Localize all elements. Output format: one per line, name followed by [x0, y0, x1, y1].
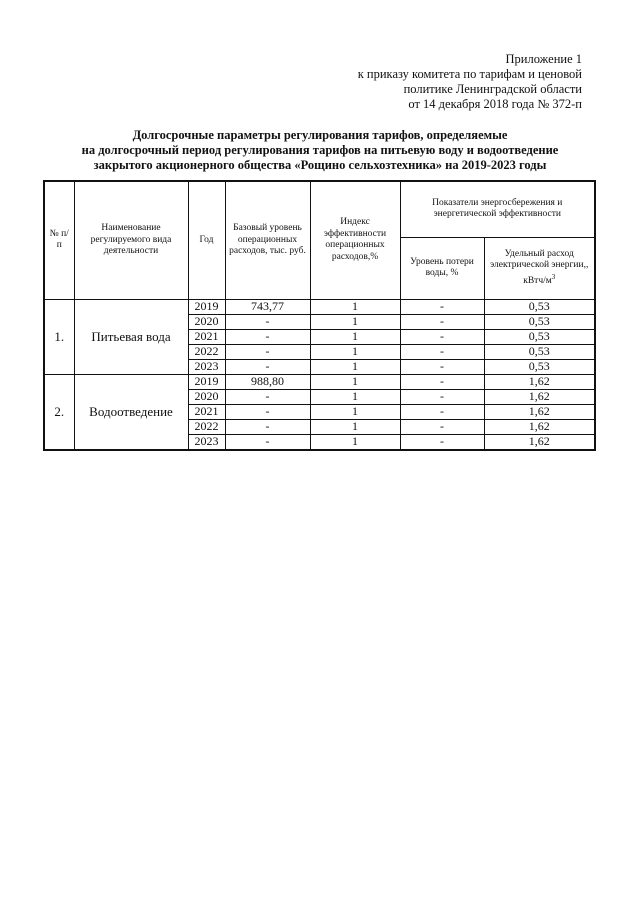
- cell-year: 2022: [188, 344, 225, 359]
- cell-base-level: -: [225, 359, 310, 374]
- cell-water-loss: -: [400, 299, 484, 314]
- cell-specific-consumption: 1,62: [484, 389, 595, 404]
- cell-specific-consumption: 1,62: [484, 404, 595, 419]
- cell-base-level: -: [225, 389, 310, 404]
- header-energy-group: Показатели энергосбережения и энергетической эффективности: [400, 181, 595, 237]
- cell-efficiency-index: 1: [310, 299, 400, 314]
- header-specific-consumption-text: Удельный расход электрической энергии,, кВтч/м: [490, 248, 589, 286]
- appendix-line-3: политике Ленинградской области: [403, 82, 582, 96]
- cell-water-loss: -: [400, 404, 484, 419]
- header-activity: Наименование регулируемого вида деятельности: [74, 181, 188, 299]
- cell-specific-consumption: 0,53: [484, 359, 595, 374]
- cell-year: 2019: [188, 299, 225, 314]
- header-specific-consumption: [484, 237, 595, 299]
- cell-water-loss: -: [400, 389, 484, 404]
- cell-year: 2021: [188, 404, 225, 419]
- cell-base-level: 743,77: [225, 299, 310, 314]
- cell-efficiency-index: 1: [310, 344, 400, 359]
- cell-water-loss: -: [400, 419, 484, 434]
- cell-year: 2021: [188, 329, 225, 344]
- cell-year: 2022: [188, 419, 225, 434]
- cell-efficiency-index: 1: [310, 419, 400, 434]
- cell-base-level: -: [225, 314, 310, 329]
- group-name: Питьевая вода: [74, 299, 188, 374]
- cell-specific-consumption: 1,62: [484, 374, 595, 389]
- tariff-parameters-table: [43, 180, 596, 451]
- header-num: № п/п: [44, 181, 74, 299]
- cell-base-level: -: [225, 419, 310, 434]
- header-year: Год: [188, 181, 225, 299]
- cell-efficiency-index: 1: [310, 359, 400, 374]
- group-num: 1.: [44, 299, 74, 374]
- cell-efficiency-index: 1: [310, 314, 400, 329]
- table-row: [44, 299, 595, 314]
- cell-water-loss: -: [400, 434, 484, 450]
- cell-specific-consumption: 0,53: [484, 329, 595, 344]
- table-body: [44, 299, 595, 450]
- group-name: Водоотведение: [74, 374, 188, 450]
- header-efficiency-index: Индекс эффективности операционных расходов,%: [310, 181, 400, 299]
- cell-water-loss: -: [400, 359, 484, 374]
- cell-water-loss: -: [400, 314, 484, 329]
- cell-water-loss: -: [400, 374, 484, 389]
- cell-base-level: -: [225, 434, 310, 450]
- cell-specific-consumption: 0,53: [484, 344, 595, 359]
- appendix-line-4: от 14 декабря 2018 года № 372-п: [408, 97, 582, 111]
- cell-specific-consumption: 0,53: [484, 299, 595, 314]
- appendix-line-2: к приказу комитета по тарифам и ценовой: [357, 67, 582, 81]
- cell-water-loss: -: [400, 329, 484, 344]
- cell-year: 2023: [188, 434, 225, 450]
- cell-water-loss: -: [400, 344, 484, 359]
- header-base-level: Базовый уровень операционных расходов, тыс. руб.: [225, 181, 310, 299]
- title-line-1: Долгосрочные параметры регулирования тарифов, определяемые: [132, 128, 508, 142]
- cell-base-level: -: [225, 344, 310, 359]
- cell-specific-consumption: 1,62: [484, 434, 595, 450]
- title-line-2: на долгосрочный период регулирования тарифов на питьевую воду и водоотведение: [81, 143, 559, 157]
- cell-efficiency-index: 1: [310, 329, 400, 344]
- cell-efficiency-index: 1: [310, 389, 400, 404]
- cell-efficiency-index: 1: [310, 374, 400, 389]
- cell-year: 2020: [188, 389, 225, 404]
- cell-efficiency-index: 1: [310, 434, 400, 450]
- cell-year: 2023: [188, 359, 225, 374]
- cell-efficiency-index: 1: [310, 404, 400, 419]
- cell-specific-consumption: 1,62: [484, 419, 595, 434]
- cell-base-level: -: [225, 404, 310, 419]
- group-num: 2.: [44, 374, 74, 450]
- cell-year: 2019: [188, 374, 225, 389]
- title-line-3: закрытого акционерного общества «Рощино сельхозтехника» на 2019-2023 годы: [93, 158, 547, 172]
- table-row: [44, 374, 595, 389]
- cell-year: 2020: [188, 314, 225, 329]
- document-title: [60, 128, 580, 173]
- header-specific-consumption-sup: 3: [551, 272, 556, 281]
- appendix-line-1: Приложение 1: [505, 52, 582, 66]
- cell-base-level: -: [225, 329, 310, 344]
- cell-specific-consumption: 0,53: [484, 314, 595, 329]
- header-water-loss: Уровень потери воды, %: [400, 237, 484, 299]
- appendix-header: [262, 52, 582, 112]
- cell-base-level: 988,80: [225, 374, 310, 389]
